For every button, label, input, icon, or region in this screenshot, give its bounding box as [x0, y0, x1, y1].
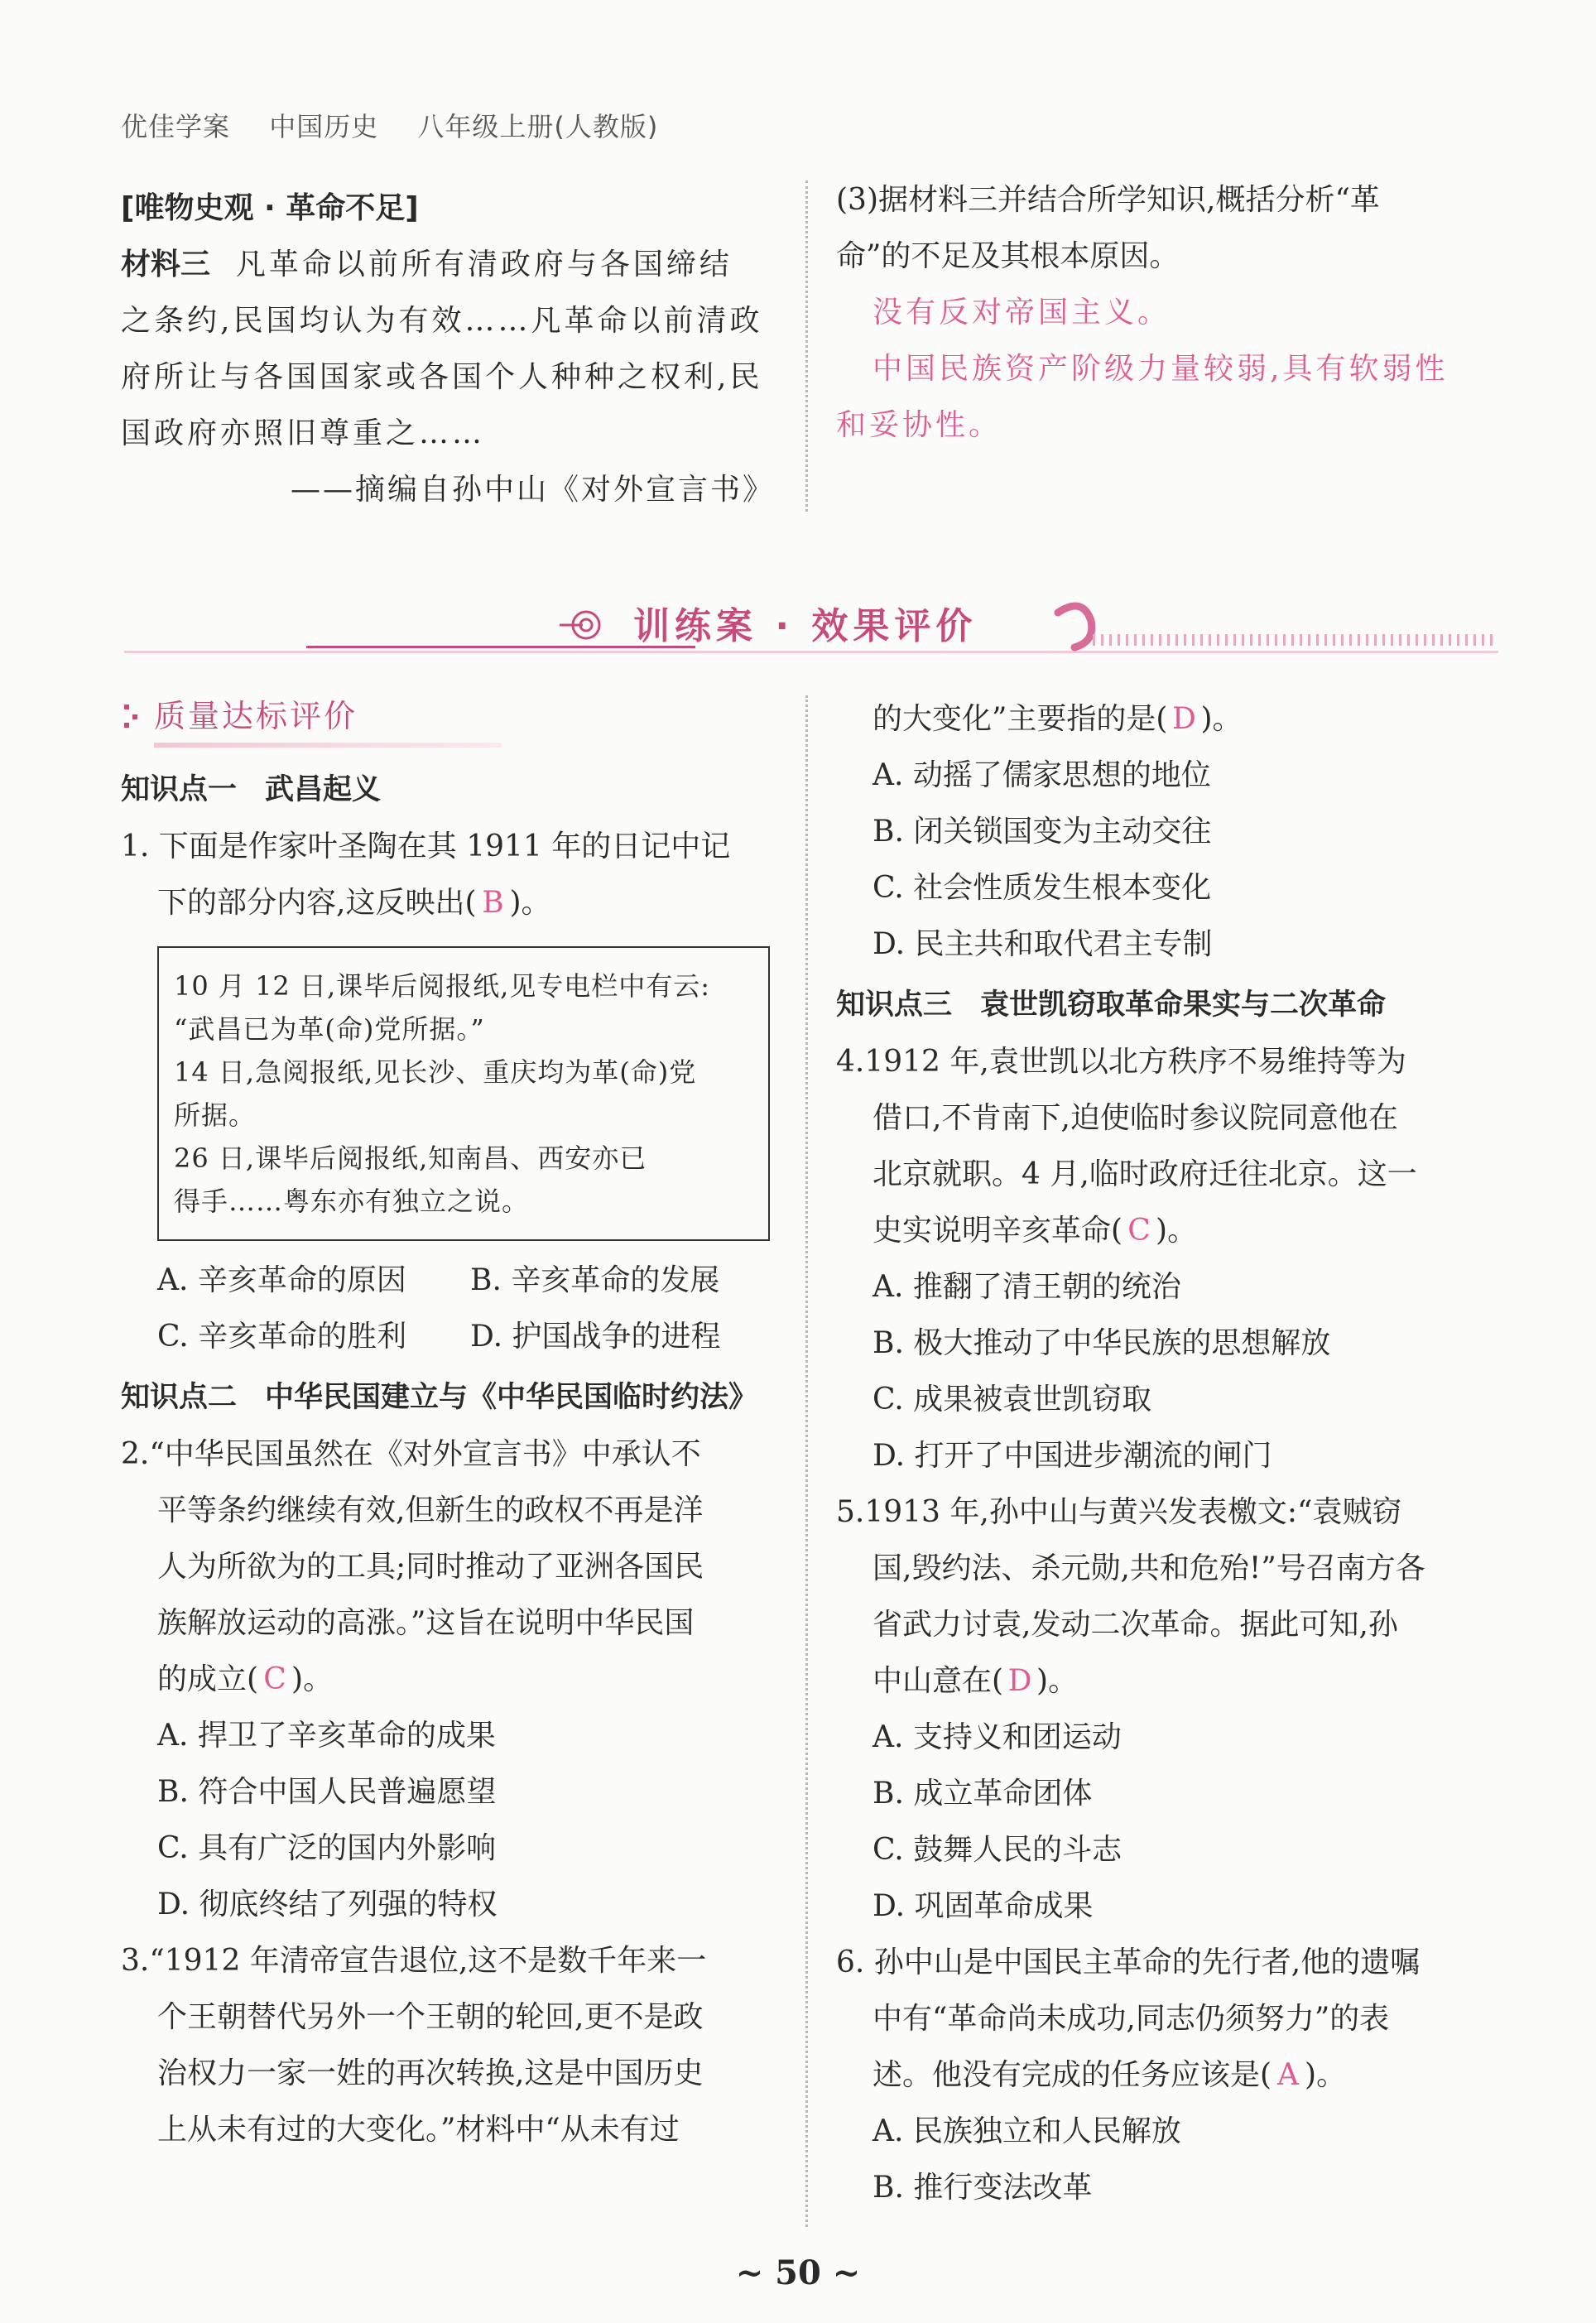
- series-name: 优佳学案: [121, 111, 231, 142]
- option-row: [121, 1253, 783, 1309]
- question-line: 述。他没有完成的任务应该是( A )。: [836, 2047, 1498, 2104]
- option-row: [121, 1309, 783, 1365]
- question-line: 中有“革命尚未成功,同志仍须努力”的表: [873, 2002, 1390, 2036]
- knowledge-point-3: 知识点三 袁世凯窃取革命果实与二次革命: [836, 988, 1387, 1022]
- question-line: 1. 下面是作家叶圣陶在其 1911 年的日记中记: [121, 830, 731, 863]
- option-d: D. 护国战争的进程: [470, 1320, 721, 1354]
- box-line: 10 月 12 日,课毕后阅报纸,见专电栏中有云:: [174, 970, 711, 1002]
- option-b: B. 极大推动了中华民族的思想解放: [873, 1326, 1331, 1360]
- option-c: C. 辛亥革命的胜利: [157, 1320, 407, 1354]
- option-a: A. 捍卫了辛亥革命的成果: [157, 1719, 496, 1753]
- answer-mark: C: [1127, 1214, 1151, 1248]
- column-divider-bottom: [805, 695, 808, 2227]
- banner-title: 训练案 · 效果评价: [633, 605, 978, 647]
- option-d: D. 彻底终结了列强的特权: [157, 1888, 498, 1921]
- question-2: [121, 1426, 783, 1933]
- sparkle-icon: [121, 701, 146, 734]
- box-line: 14 日,急阅报纸,见长沙、重庆均为革(命)党: [174, 1056, 697, 1088]
- right-column: [836, 691, 1498, 2216]
- left-column: [121, 691, 783, 2158]
- handwritten-answer-line: 没有反对帝国主义。: [873, 296, 1171, 329]
- box-line: 所据。: [174, 1099, 257, 1131]
- box-line: 26 日,课毕后阅报纸,知南昌、西安亦已: [174, 1142, 647, 1174]
- box-line: 得手……粤东亦有独立之说。: [174, 1186, 530, 1217]
- option-c: C. 社会性质发生根本变化: [873, 871, 1212, 905]
- question-line: (3)据材料三并结合所学知识,概括分析“革: [836, 183, 1380, 217]
- quality-title-text: 质量达标评价: [154, 698, 358, 734]
- option-b: B. 符合中国人民普遍愿望: [157, 1775, 497, 1809]
- handwritten-answer-line: 和妥协性。: [836, 408, 1002, 442]
- question-line: 治权力一家一姓的再次转换,这是中国历史: [157, 2056, 704, 2090]
- question-line: 5.1913 年,孙中山与黄兴发表檄文:“袁贼窃: [836, 1495, 1402, 1529]
- question-line: 国,毁约法、杀元勋,共和危殆!”号召南方各: [873, 1551, 1425, 1585]
- option-b: B. 闭关锁国变为主动交往: [873, 815, 1212, 849]
- question-line: 北京就职。4 月,临时政府迁往北京。这一: [873, 1157, 1417, 1191]
- knowledge-point-2: 知识点二 中华民国建立与《中华民国临时约法》: [121, 1381, 758, 1414]
- answer-mark: B: [482, 886, 504, 920]
- material-section-tag: [唯物史观 · 革命不足]: [121, 191, 419, 225]
- question-line: 族解放运动的高涨。”这旨在说明中华民国: [157, 1606, 695, 1640]
- option-c: C. 成果被袁世凯窃取: [873, 1383, 1152, 1416]
- option-b: B. 推行变法改革: [873, 2171, 1093, 2205]
- material-three-block: [121, 180, 775, 518]
- question-line: 借口,不肯南下,迫使临时参议院同意他在: [873, 1101, 1398, 1135]
- question-3-block: [836, 172, 1498, 454]
- quality-title: [121, 691, 783, 749]
- question-3: [121, 1933, 783, 2158]
- question-line: 上从未有过的大变化。”材料中“从未有过: [157, 2113, 680, 2147]
- section-banner: [124, 596, 1498, 654]
- option-a: A. 支持义和团运动: [873, 1720, 1122, 1754]
- running-header: [121, 106, 688, 144]
- diary-excerpt-box: [157, 946, 770, 1241]
- option-d: D. 打开了中国进步潮流的闸门: [873, 1439, 1272, 1473]
- page-number: ~ 50 ~: [735, 2253, 861, 2292]
- question-line: 3.“1912 年清帝宣告退位,这不是数千年来一: [121, 1944, 707, 1978]
- option-a: A. 推翻了清王朝的统治: [873, 1270, 1181, 1304]
- question-line: 命”的不足及其根本原因。: [836, 239, 1180, 273]
- question-line: 中山意在( D )。: [836, 1653, 1498, 1710]
- answer-mark: A: [1277, 2058, 1300, 2092]
- option-c: C. 具有广泛的国内外影响: [157, 1831, 497, 1865]
- quality-title-underline: [154, 743, 502, 748]
- question-5: [836, 1484, 1498, 1935]
- question-6: [836, 1935, 1498, 2216]
- option-d: D. 巩固革命成果: [873, 1889, 1094, 1923]
- answer-mark: C: [263, 1662, 286, 1696]
- target-icon: [558, 604, 608, 646]
- option-a: A. 辛亥革命的原因: [157, 1263, 406, 1297]
- question-line: 4.1912 年,袁世凯以北方秩序不易维持等为: [836, 1045, 1406, 1079]
- material-line: 国政府亦照旧尊重之……: [121, 416, 486, 450]
- column-divider-top: [805, 180, 808, 512]
- material-line: 材料三 凡革命以前所有清政府与各国缔结: [121, 248, 733, 281]
- knowledge-point-1: 知识点一 武昌起义: [121, 773, 382, 806]
- question-line: 2.“中华民国虽然在《对外宣言书》中承认不: [121, 1437, 701, 1471]
- answer-mark: D: [1007, 1664, 1032, 1698]
- material-source: ——摘编自孙中山《对外宣言书》: [290, 473, 775, 507]
- subject-name: 中国历史: [269, 111, 379, 142]
- option-c: C. 鼓舞人民的斗志: [873, 1833, 1122, 1867]
- material-label: 材料三: [121, 248, 211, 281]
- swirl-ornament-icon: [1050, 596, 1099, 654]
- question-line: 史实说明辛亥革命( C )。: [836, 1203, 1498, 1259]
- option-d: D. 民主共和取代君主专制: [873, 927, 1213, 961]
- question-line: 平等条约继续有效,但新生的政权不再是洋: [157, 1493, 704, 1527]
- option-a: A. 民族独立和人民解放: [873, 2114, 1181, 2148]
- answer-mark: D: [1172, 702, 1196, 736]
- question-3-continued: [836, 691, 1498, 973]
- banner-dashes: [1093, 634, 1498, 646]
- question-line: 的成立( C )。: [121, 1652, 783, 1708]
- question-line: 的大变化”主要指的是( D )。: [836, 691, 1498, 748]
- question-1: [121, 819, 783, 1365]
- option-a: A. 动摇了儒家思想的地位: [873, 758, 1211, 792]
- box-line: “武昌已为革(命)党所据。”: [174, 1013, 485, 1045]
- material-line: 之条约,民国均认为有效……凡革命以前清政: [121, 304, 763, 338]
- material-line: 府所让与各国国家或各国个人种种之权利,民: [121, 360, 763, 394]
- question-line: 省武力讨袁,发动二次革命。据此可知,孙: [873, 1608, 1398, 1642]
- handwritten-answer-line: 中国民族资产阶级力量较弱,具有软弱性: [873, 352, 1449, 386]
- banner-rule: [124, 651, 1498, 653]
- question-line: 人为所欲为的工具;同时推动了亚洲各国民: [157, 1550, 704, 1584]
- question-4: [836, 1034, 1498, 1484]
- option-b: B. 辛亥革命的发展: [470, 1263, 720, 1297]
- question-line: 下的部分内容,这反映出( B )。: [121, 875, 783, 931]
- question-line: 6. 孙中山是中国民主革命的先行者,他的遗嘱: [836, 1945, 1421, 1979]
- question-line: 个王朝替代另外一个王朝的轮回,更不是政: [157, 2000, 704, 2034]
- option-b: B. 成立革命团体: [873, 1777, 1093, 1811]
- grade-name: 八年级上册(人教版): [417, 111, 659, 142]
